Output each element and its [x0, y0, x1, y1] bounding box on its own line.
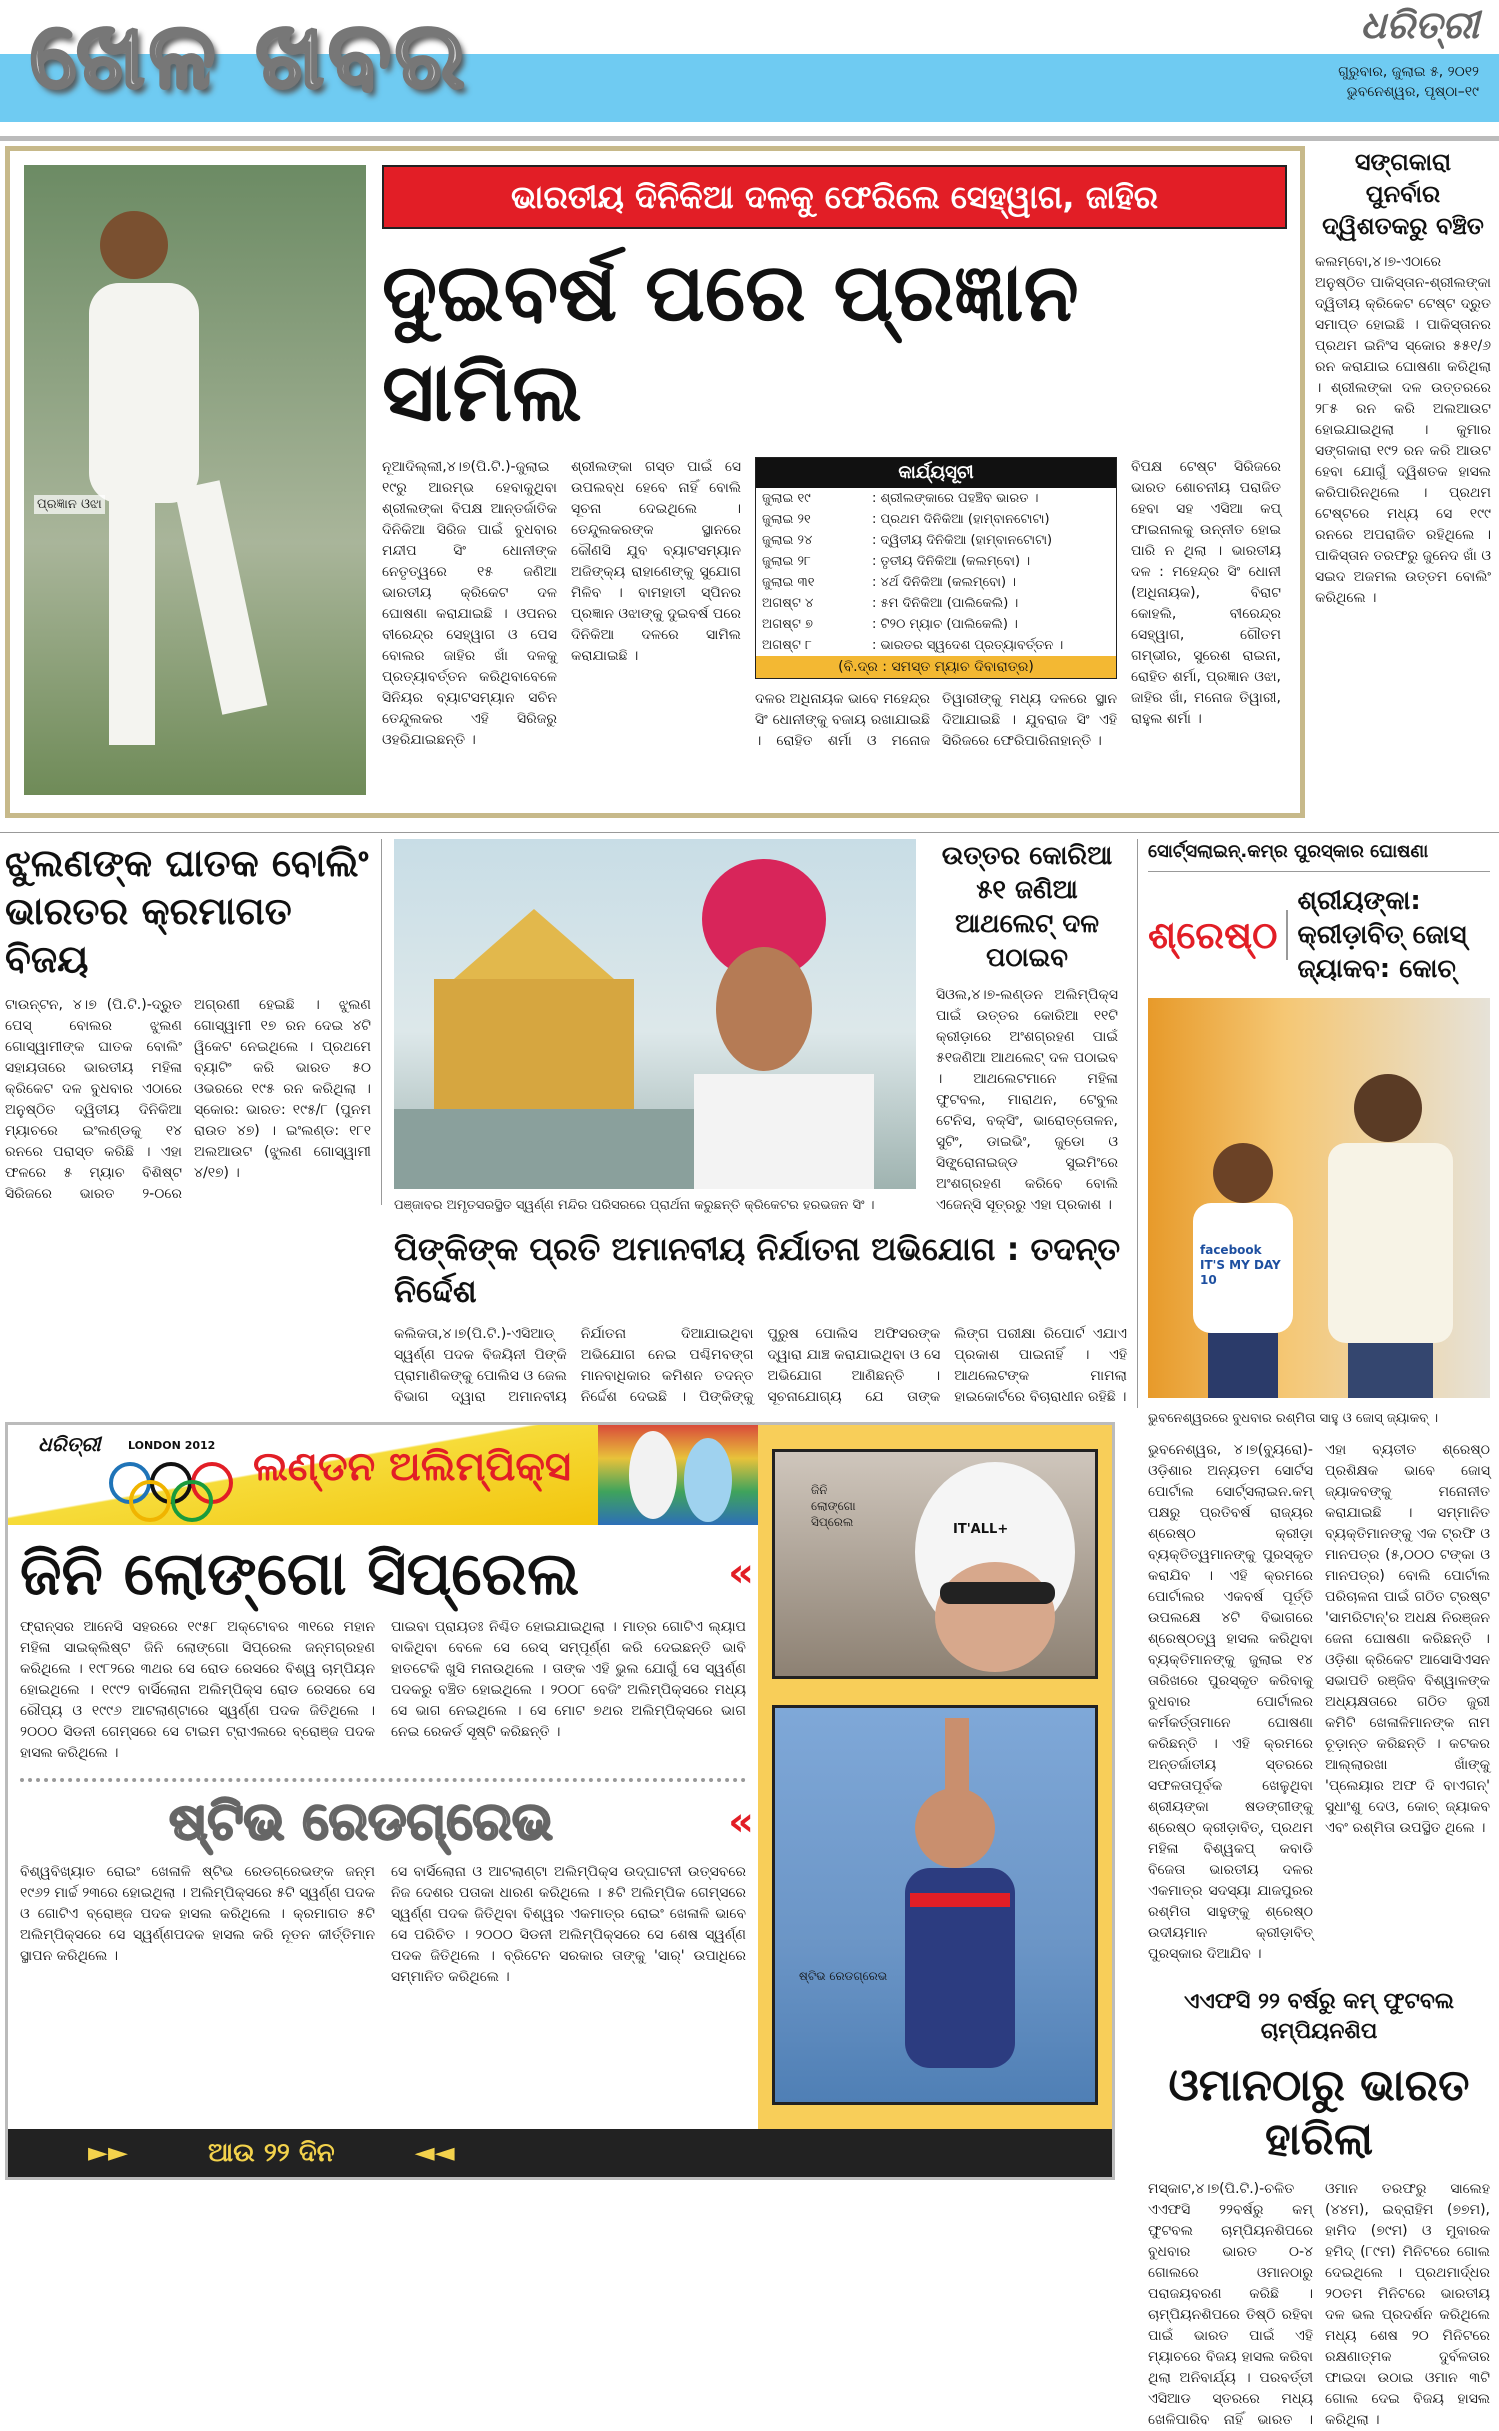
harbhajan-photo	[394, 839, 916, 1189]
redgrave-headline-row	[8, 1782, 758, 1862]
oman-body: ମସ୍କାଟ,୪।୭(ପି.ଟି.)-ଚଳିତ ଏଏଫସି ୨୨ବର୍ଷରୁ କମ୍ ଫୁଟବଲ ଚାମ୍ପିୟନଶିପରେ ବୁଧବାର ଭାରତ ୦-୪ ଗୋଲରେ ଓମାନଠାରୁ ପରାଜୟବରଣ କରିଛି । ଚାମ୍ପିୟନଶିପରେ ତିଷ୍ଠି ରହିବା ପାଇଁ ଭାରତ ପାଇଁ ଏହି ମ୍ୟାଚରେ ବିଜୟ ହାସଲ କରିବା ଥିଲା ଅନିବାର୍ଯ୍ୟ । ପରବର୍ତ୍ତୀ ଏସିଆଡ ସ୍ତରରେ ମଧ୍ୟ ଖେଳିପାରିବ ନାହିଁ ଭାରତ । ଓମାନ ତରଫରୁ ସାଲେହ (୪୪ମ), ଇବ୍ରାହିମ (୭୭ମ), ହାମିଦ (୭୯ମ) ଓ ମୁବାରକ ହମିଦ୍ (୮୯ମ) ମିନିଟରେ ଗୋଲ ଦେଇଥିଲେ । ପ୍ରଥମାର୍ଦ୍ଧର ୨୦ତମ ମିନିଟରେ ଭାରତୀୟ ଦଳ ଭଲ ପ୍ରଦର୍ଶନ କରିଥିଲେ ମଧ୍ୟ ଶେଷ ୨୦ ମିନିଟରେ ରକ୍ଷଣାତ୍ମକ ଦୁର୍ବଳତାର ଫାଇଦା ଉଠାଇ ଓମାନ ୩ଟି ଗୋଲ ଦେଇ ବିଜୟ ହାସଲ କରିଥିଲା ।	[1148, 2181, 1490, 2428]
place-page: ଭୁବନେଶ୍ୱର, ପୃଷ୍ଠା–୧୯	[1346, 84, 1479, 100]
schedule-title: କାର୍ଯ୍ୟସୂଚୀ	[756, 458, 1116, 488]
lead-body-col2: ଶ୍ରୀଲଙ୍କା ଗସ୍ତ ପାଇଁ ସେ ଉପଲବ୍ଧ ହେବେ ନାହିଁ ବୋଲି ସୂଚନା ଦେଇଥିଲେ । ତେନ୍ଦୁଲକରଙ୍କ ସ୍ଥାନରେ କୌଣସି ଯୁବ ବ୍ୟାଟସମ୍ୟାନ ଅଜିଙ୍କ୍ୟ ରାହାଣେଙ୍କୁ ସୁଯୋଗ ମିଳିବ । ବାମହାତୀ ସ୍ପିନର ପ୍ରଜ୍ଞାନ ଓଝାଙ୍କୁ ଦୁଇବର୍ଷ ପରେ ଦିନିକିଆ ଦଳରେ ସାମିଲ କରାଯାଇଛି ।	[571, 459, 741, 664]
award-kicker: ସୋର୍ଟ୍ସଲାଇନ୍.କମ୍‌ର ପୁରସ୍କାର ଘୋଷଣା	[1148, 839, 1490, 872]
schedule-event: : ଭାରତର ସ୍ୱଦେଶ ପ୍ରତ୍ୟାବର୍ତ୍ତନ ।	[872, 638, 1064, 653]
schedule-row	[756, 635, 1116, 656]
harbhajan-block	[394, 839, 916, 1215]
schedule-event: : ଟି୨୦ ମ୍ୟାଚ (ପାଲିକେଲି) ।	[872, 617, 1018, 632]
schedule-date: ଜୁଲାଇ ୧୯	[762, 491, 811, 506]
jhulan-body: ଟାଉନ୍ଟନ, ୪।୭ (ପି.ଟି.)-ଦ୍ରୁତ ପେସ୍ ବୋଲର ଝୁଲଣ ଗୋସ୍ୱାମୀଙ୍କ ଘାତକ ବୋଲିଂ ସହାୟତାରେ ଭାରତୀୟ ମହିଳା କ୍ରିକେଟ ଦଳ ବୁଧବାର ଏଠାରେ ଅନୁଷ୍ଠିତ ଦ୍ୱିତୀୟ ଦିନିକିଆ ମ୍ୟାଚରେ ଇଂଲଣ୍ଡକୁ ୧୪ ରନରେ ପରାସ୍ତ କରିଛି । ଏହା ଫଳରେ ୫ ମ୍ୟାଚ ବିଶିଷ୍ଟ ସିରିଜରେ ଭାରତ ୨-୦ରେ ଅଗ୍ରଣୀ ହେଇଛି । ଝୁଲଣ ଗୋସ୍ୱାମୀ ୧୭ ରନ ଦେଇ ୪ଟି ୱିକେଟ ନେଇଥିଲେ । ପ୍ରଥମେ ବ୍ୟାଟିଂ କରି ଭାରତ ୫୦ ଓଭରରେ ୧୯୫ ରନ କରିଥିଲା । ସ୍କୋର: ଭାରତ: ୧୯୫/୮ (ପୁନମ ରାଉତ ୪୭) । ଇଂଲଣ୍ଡ: ୧୮୧ ଅଲଆଉଟ (ଝୁଲଣ ଗୋସ୍ୱାମୀ ୪/୧୭) ।	[5, 997, 371, 1202]
redgrave-body-col2: ସେ ବାର୍ସିଲୋନା ଓ ଆଟଲାଣ୍ଟା ଅଲିମ୍ପିକ୍ସ ଉଦ୍‌ଘାଟନୀ ଉତ୍ସବରେ ନିଜ ଦେଶର ପତାକା ଧାରଣ କରିଥିଲେ । ୫ଟି ଅଲିମ୍ପିକ ଗେମ୍ସରେ ସ୍ୱର୍ଣ୍ଣ ପଦକ ଜିତିଥିବା ବିଶ୍ୱର ଏକମାତ୍ର ରୋଇଂ ଖେଳାଳି ଭାବେ ସେ ପରିଚିତ । ୨୦୦୦ ସିଡନୀ ଅଲିମ୍ପିକ୍ସରେ ସେ ଶେଷ ସ୍ୱର୍ଣ୍ଣ ପଦକ ଜିତିଥିଲେ । ବ୍ରିଟେନ ସରକାର ତାଙ୍କୁ 'ସାର୍' ଉପାଧିରେ ସମ୍ମାନିତ କରିଥିଲେ ।	[391, 1864, 746, 1985]
left-area	[0, 839, 1138, 2431]
olympics-box	[5, 1422, 1115, 2180]
longo-body	[8, 1617, 758, 1764]
schedule-footer: (ବି.ଦ୍ର : ସମସ୍ତ ମ୍ୟାଚ ଦିବାରାତ୍ର)	[756, 656, 1116, 678]
jhulan-headline: ଝୁଲଣଙ୍କ ଘାତକ ବୋଲିଂ ଭାରତର କ୍ରମାଗତ ବିଜୟ	[5, 841, 369, 981]
redgrave-photo	[772, 1705, 1098, 2105]
redgrave-body-col1: ବିଶ୍ୱବିଖ୍ୟାତ ରୋଇଂ ଖେଳାଳି ଷ୍ଟିଭ ରେଡଗ୍ରେଭଙ୍କ ଜନ୍ମ ୧୯୬୨ ମାର୍ଚ୍ଚ ୨୩ରେ ହୋଇଥିଲା । ଅଲିମ୍ପିକ୍ସରେ ୫ଟି ସ୍ୱର୍ଣ୍ଣ ପଦକ ଓ ଗୋଟିଏ ବ୍ରୋଞ୍ଜ ପଦକ ହାସଲ କରିଥିଲେ । କ୍ରମାଗତ ୫ଟି ଅଲିମ୍ପିକ୍ସରେ ସେ ସ୍ୱର୍ଣ୍ଣପଦକ ହାସଲ କରି ନୂତନ କୀର୍ତ୍ତିମାନ ସ୍ଥାପନ କରିଥିଲେ ।	[20, 1864, 375, 1964]
countdown-text: ଆଉ ୨୨ ଦିନ	[208, 2137, 335, 2168]
photo-caption: ପ୍ରଜ୍ଞାନ ଓଝା	[34, 495, 105, 514]
redgrave-headline: ଷ୍ଟିଭ ରେଡଗ୍ରେଭ	[169, 1792, 553, 1852]
longo-body-col2: ପାଇବା ପ୍ରାୟତଃ ନିଶ୍ଚିତ ହୋଇଯାଇଥିଲା । ମାତ୍ର ଗୋଟିଏ ଲ୍ୟାପ ବାକିଥିବା ବେଳେ ସେ ରେସ୍ ସମ୍ପୂର୍ଣ୍ଣ କରି ଦେଇଛନ୍ତି ଭାବି ହାତଟେକି ଖୁସି ମନାଉଥିଲେ । ତାଙ୍କ ଏହି ଭୁଲ ଯୋଗୁଁ ସେ ସ୍ୱର୍ଣ୍ଣ ପଦକରୁ ବଞ୍ଚିତ ହୋଇଥିଲେ । ୨୦୦୮ ବେଜିଂ ଅଲିମ୍ପିକ୍ସରେ ମଧ୍ୟ ସେ ଭାଗ ନେଇଥିଲେ । ସେ ମୋଟ ୭ଥର ଅଲିମ୍ପିକ୍ସରେ ଭାଗ ନେଇ ରେକର୍ଡ ସୃଷ୍ଟି କରିଛନ୍ତି ।	[391, 1619, 746, 1740]
middle-stories	[0, 839, 1138, 1408]
pointer-arrow-icon: «	[728, 1799, 754, 1845]
lead-body-col3: ଦଳର ଅଧିନାୟକ ଭାବେ ମହେନ୍ଦ୍ର ସିଂ ଧୋନୀଙ୍କୁ ବଜାୟ ରଖାଯାଇଛି । ରୋହିତ ଶର୍ମା ଓ ମନୋଜ ତିୱାରୀଙ୍କୁ ମଧ୍ୟ ଦଳରେ ସ୍ଥାନ ଦିଆଯାଇଛି । ଯୁବରାଜ ସିଂ ଏହି ସିରିଜରେ ଫେରିପାରିନାହାନ୍ତି ।	[755, 691, 1117, 749]
shirt-text: facebook IT'S MY DAY 10	[1200, 1243, 1281, 1287]
lower-section	[0, 832, 1499, 2431]
schedule-date: ଜୁଲାଇ ୩୧	[762, 575, 815, 590]
date: ଗୁରୁବାର, ଜୁଲାଇ ୫, ୨୦୧୨	[1338, 64, 1479, 80]
harbhajan-caption: ପଞ୍ଜାବର ଅମୃତସରସ୍ଥିତ ସ୍ୱର୍ଣ୍ଣ ମନ୍ଦିର ପରିସରରେ ପ୍ରାର୍ଥନା କରୁଛନ୍ତି କ୍ରିକେଟର ହରଭଜନ ସିଂ ।	[394, 1198, 875, 1213]
fast-forward-icon: ►►	[88, 2138, 128, 2168]
two-people	[1148, 998, 1490, 1398]
award-headline-row	[1148, 884, 1490, 986]
lead-body-col1: ନୂଆଦିଲ୍ଲୀ,୪।୭(ପି.ଟି.)-ଜୁଲାଇ ୧୯ରୁ ଆରମ୍ଭ ହେବାକୁଥିବା ଶ୍ରୀଲଙ୍କା ବିପକ୍ଷ ଆନ୍ତର୍ଜାତିକ ଦିନିକିଆ ସିରିଜ ପାଇଁ ବୁଧବାର ମନ୍ଦୀପ ସିଂ ଧୋନୀଙ୍କ ନେତୃତ୍ୱରେ ୧୫ ଜଣିଆ ଭାରତୀୟ କ୍ରିକେଟ ଦଳ ଘୋଷଣା କରାଯାଇଛି । ଓପନର ବୀରେନ୍ଦ୍ର ସେହ୍ୱାଗ ଓ ପେସ ବୋଲର ଜାହିର ଖାଁ ଦଳକୁ ପ୍ରତ୍ୟାବର୍ତ୍ତନ କରିଥିବାବେଳେ ସିନିୟର ବ୍ୟାଟସମ୍ୟାନ ସଚିନ ତେନ୍ଦୁଲକର ଏହି ସିରିଜରୁ ଓହରିଯାଇଛନ୍ତି ।	[382, 459, 557, 748]
nkorea-story	[936, 839, 1118, 1216]
award-photo-caption: ଭୁବନେଶ୍ୱରରେ ବୁଧବାର ରଶ୍ମିତା ସାହୁ ଓ ଜୋସ୍ ଜ୍ୟାକବ୍ ।	[1148, 1411, 1439, 1426]
schedule-event: : ଦ୍ୱିତୀୟ ଦିନିକିଆ (ହାମ୍ବାନଟୋଟା)	[872, 533, 1053, 548]
schedule-row	[756, 551, 1116, 572]
masthead-dateline	[1338, 62, 1479, 102]
countdown-bar	[8, 2129, 1112, 2177]
olympics-photo-panel	[758, 1425, 1112, 2129]
lead-banner: ଭାରତୀୟ ଦିନିକିଆ ଦଳକୁ ଫେରିଲେ ସେହ୍ୱାଗ, ଜାହିର	[382, 165, 1287, 229]
redgrave-body	[8, 1862, 758, 2002]
longo-body-col1: ଫ୍ରାନ୍ସର ଆନେସି ସହରରେ ୧୯୫୮ ଅକ୍ଟୋବର ୩୧ରେ ମହାନ ମହିଳା ସାଇକ୍ଲିଷ୍ଟ ଜିନି ଲୋଙ୍ଗୋ ସିପ୍ରେଲ ଜନ୍ମଗ୍ରହଣ କରିଥିଲେ । ୧୯୮୨ରେ ୩ଥର ସେ ରୋଡ ରେସରେ ବିଶ୍ୱ ଚାମ୍ପିୟନ ହୋଇଥିଲେ । ୧୯୯୨ ବାର୍ସିଲୋନା ଅଲିମ୍ପିକ୍ସ ରୋଡ ରେସରେ ସେ ରୌପ୍ୟ ଓ ୧୯୯୬ ଆଟଲାଣ୍ଟାରେ ସ୍ୱର୍ଣ୍ଣ ପଦକ ଜିତିଥିଲେ । ୨୦୦୦ ସିଡନୀ ଗେମ୍ସରେ ସେ ଟାଇମ ଟ୍ରାଏଲରେ ବ୍ରୋଞ୍ଜ ପଦକ ହାସଲ କରିଥିଲେ ।	[20, 1619, 375, 1761]
longo-photo	[772, 1449, 1098, 1679]
sangakkara-headline: ସଙ୍ଗକାରା ପୁନର୍ବାର ଦ୍ୱିଶତକରୁ ବଞ୍ଚିତ	[1322, 148, 1484, 240]
schedule-event: : ଶ୍ରୀଲଙ୍କାରେ ପହଞ୍ଚିବ ଭାରତ ।	[872, 491, 1039, 506]
award-photo	[1148, 998, 1490, 1398]
schedule-date: ଅଗଷ୍ଟ ୭	[762, 617, 813, 632]
center-stories	[382, 839, 1138, 1408]
award-body-col1: ଭୁବନେଶ୍ୱର, ୪।୭(ବ୍ୟୁରୋ)-ଓଡ଼ିଶାର ଅନ୍ୟତମ ସୋର୍ଟସ ପୋର୍ଟାଲ ସୋର୍ଟ୍ସଲାଇନ.କମ୍ ପକ୍ଷରୁ ପ୍ରତିବର୍ଷ ରାଜ୍ୟର ଶ୍ରେଷ୍ଠ କ୍ରୀଡ଼ା ବ୍ୟକ୍ତିତ୍ୱମାନଙ୍କୁ ପୁରସ୍କୃତ କରାଯିବ । ଏହି କ୍ରମରେ ପୋର୍ଟାଲର ଏକବର୍ଷ ପୂର୍ତ୍ତି ଉପଲକ୍ଷେ ୪ଟି ବିଭାଗରେ ଶ୍ରେଷ୍ଠତ୍ୱ ହାସଲ କରିଥିବା ବ୍ୟକ୍ତିମାନଙ୍କୁ ଜୁଲାଇ ୧୪ ତାରିଖରେ ପୁରସ୍କୃତ କରିବାକୁ ବୁଧବାର ପୋର୍ଟାଲର କର୍ମକର୍ତ୍ତାମାନେ ଘୋଷଣା କରିଛନ୍ତି । ଏହି କ୍ରମରେ ଅନ୍ତର୍ଜାତୀୟ ସ୍ତରରେ ସଫଳତାପୂର୍ବକ ଖେଳୁଥିବା ଶ୍ରୀୟଙ୍କା ଷଡଙ୍ଗୀଙ୍କୁ ଶ୍ରେଷ୍ଠ କ୍ରୀଡ଼ାବିତ୍, ପ୍ରଥମ ମହିଳା ବିଶ୍ୱକପ୍ କବାଡି ବିଜେତା ଭାରତୀୟ ଦଳର ଏକମାତ୍ର ସଦସ୍ୟା ଯାଜପୁରର ରଶ୍ମିତା ସାହୁଙ୍କୁ ଶ୍ରେଷ୍ଠ ଉଦୀୟମାନ କ୍ରୀଡ଼ାବିତ୍ ପୁରସ୍କାର ଦିଆଯିବ ।	[1148, 1442, 1313, 1962]
mascots	[598, 1425, 758, 1525]
schedule-row	[756, 488, 1116, 509]
lead-body-col4: ବିପକ୍ଷ ଟେଷ୍ଟ ସିରିଜରେ ଭାରତ ଶୋଚନୀୟ ପରାଜିତ ହେବା ସହ ଏସିଆ କପ୍ ଫାଇନାଲକୁ ଉନ୍ନୀତ ହୋଇ ପାରି ନ ଥିଲା । ଭାରତୀୟ ଦଳ : ମହେନ୍ଦ୍ର ସିଂ ଧୋନୀ (ଅଧିନାୟକ), ବିରାଟ କୋହଲି, ବୀରେନ୍ଦ୍ର ସେହ୍ୱାଗ, ଗୌତମ ଗମ୍ଭୀର, ସୁରେଶ ରାଇନା, ରୋହିତ ଶର୍ମା, ପ୍ରଜ୍ଞାନ ଓଝା, ଜାହିର ଖାଁ, ମନୋଜ ତିୱାରୀ, ରାହୁଲ ଶର୍ମା ।	[1131, 459, 1281, 727]
longo-photo-caption: ଜିନି ଲୋଙ୍ଗୋ ସିପ୍ରେଲ	[811, 1483, 856, 1529]
schedule-row	[756, 530, 1116, 551]
schedule-event: : ୫ମ ଦିନିକିଆ (ପାଲିକେଲି) ।	[872, 596, 1019, 611]
schedule-row	[756, 614, 1116, 635]
photo-and-nkorea	[394, 839, 1127, 1216]
london-2012-label: LONDON 2012	[128, 1439, 216, 1452]
longo-headline-row	[8, 1525, 758, 1617]
masthead	[0, 0, 1499, 142]
newspaper-logo: ଧରିତ୍ରୀ	[1360, 3, 1479, 47]
schedule-date: ଜୁଲାଇ ୨୮	[762, 554, 811, 569]
schedule-date: ଅଗଷ୍ଟ ୮	[762, 638, 812, 653]
schedule-row	[756, 509, 1116, 530]
golden-temple-and-player	[394, 839, 916, 1189]
lead-story-box	[5, 146, 1305, 818]
lead-columns	[382, 457, 1287, 752]
oman-kicker: ଏଏଫସି ୨୨ ବର୍ଷରୁ କମ୍ ଫୁଟବଲ ଚାମ୍ପିୟନଶିପ	[1183, 1989, 1455, 2044]
schedule-event: : ତୃତୀୟ ଦିନିକିଆ (କଲମ୍ବୋ) ।	[872, 554, 1031, 569]
olympic-rings-icon	[108, 1459, 238, 1523]
sangakkara-story	[1315, 146, 1491, 818]
schedule-event: : ୪ର୍ଥ ଦିନିକିଆ (କଲମ୍ବୋ) ।	[872, 575, 1017, 590]
olympics-header	[8, 1425, 758, 1525]
schedule-row	[756, 593, 1116, 614]
olympics-banner	[8, 1425, 598, 1525]
olympics-stories	[8, 1425, 758, 2002]
redgrave-photo-caption: ଷ୍ଟିଭ ରେଡଗ୍ରେଭ	[799, 1969, 888, 1983]
cricketer-figure	[24, 165, 366, 795]
masthead-title: ଖେଳ ଖବର	[30, 2, 469, 109]
award-body	[1148, 1440, 1490, 1965]
olympics-content	[8, 1425, 1112, 2129]
oman-headline: ଓମାନଠାରୁ ଭାରତ ହାରିଲା	[1168, 2060, 1470, 2165]
nkorea-body: ସିଓଲ,୪।୭-ଲଣ୍ଡନ ଅଲିମ୍ପିକ୍ସ ପାଇଁ ଉତ୍ତର କୋରିଆ ୧୧ଟି କ୍ରୀଡ଼ାରେ ଅଂଶଗ୍ରହଣ ପାଇଁ ୫୧ଜଣିଆ ଆଥଲେଟ୍ ଦଳ ପଠାଇବ । ଆଥଲେଟମାନେ ମହିଳା ଫୁଟବଲ, ମାରାଥନ, ଟେବୁଲ ଟେନିସ, ବକ୍ସିଂ, ଭାରୋତ୍ତୋଳନ, ସୁଟିଂ, ଡାଇଭିଂ, ଜୁଡୋ ଓ ସିଙ୍କ୍ରୋନାଇଜ୍ଡ ସୁଇମିଂରେ ଅଂଶଗ୍ରହଣ କରିବେ ବୋଲି ଏଜେନ୍ସି ସୂତ୍ରରୁ ଏହା ପ୍ରକାଶ ।	[936, 987, 1118, 1213]
schedule-date: ଜୁଲାଇ ୨୪	[762, 533, 813, 548]
top-section	[0, 142, 1499, 818]
pinki-headline: ପିଙ୍କିଙ୍କ ପ୍ରତି ଅମାନବୀୟ ନିର୍ଯାତନା ଅଭିଯୋଗ : ତଦନ୍ତ ନିର୍ଦ୍ଦେଶ	[394, 1230, 1121, 1310]
masthead-rule	[0, 136, 1499, 141]
lead-headline: ଦୁଇବର୍ଷ ପରେ ପ୍ରଜ୍ଞାନ ସାମିଲ	[382, 246, 1079, 439]
award-headline: ଶ୍ରୀୟଙ୍କା: କ୍ରୀଡ଼ାବିତ୍ ଜୋସ୍ ଜ୍ୟାକବ: କୋଚ୍	[1297, 886, 1467, 984]
rower-figure	[775, 1708, 1095, 2102]
schedule-table	[755, 457, 1117, 679]
schedule-event: : ପ୍ରଥମ ଦିନିକିଆ (ହାମ୍ବାନଟୋଟା)	[872, 512, 1050, 527]
pinki-body: କଲିକତା,୪।୭(ପି.ଟି.)-ଏସିଆଡ୍ ସ୍ୱର୍ଣ୍ଣ ପଦକ ବିଜୟିନୀ ପିଙ୍କି ପ୍ରାମାଣିକଙ୍କୁ ପୋଲିସ ଓ ଜେଲ ବିଭାଗ ଦ୍ୱାରା ଅମାନବୀୟ ନିର୍ଯାତନା ଦିଆଯାଇଥିବା ଅଭିଯୋଗ ନେଇ ପଶ୍ଚିମବଙ୍ଗ ମାନବାଧିକାର କମିଶନ ତଦନ୍ତ ନିର୍ଦ୍ଦେଶ ଦେଇଛି । ପିଙ୍କିଙ୍କୁ ପୁରୁଷ ପୋଲିସ ଅଫିସରଙ୍କ ଦ୍ୱାରା ଯାଞ୍ଚ କରାଯାଇଥିବା ଓ ସେ ଅଭିଯୋଗ ଆଣିଛନ୍ତି । ସୂଚନାଯୋଗ୍ୟ ଯେ ତାଙ୍କ ଲିଙ୍ଗ ପରୀକ୍ଷା ରିପୋର୍ଟ ଏଯାଏ ପ୍ରକାଶ ପାଇନାହିଁ । ଏହି ଆଥଲେଟଙ୍କ ମାମଲା ହାଇକୋର୍ଟରେ ବିଚାରାଧୀନ ରହିଛି ।	[394, 1326, 1127, 1405]
right-column	[1138, 839, 1494, 2431]
mascots-photo	[598, 1425, 758, 1525]
lead-content	[382, 165, 1287, 801]
jhulan-story	[0, 839, 382, 1205]
sangakkara-body: କଲମ୍ବୋ,୪।୭-ଏଠାରେ ଅନୁଷ୍ଠିତ ପାକିସ୍ତାନ-ଶ୍ରୀଲଙ୍କା ଦ୍ୱିତୀୟ କ୍ରିକେଟ ଟେଷ୍ଟ ଦ୍ରୁତ ସମାପ୍ତ ହୋଇଛି । ପାକିସ୍ତାନର ପ୍ରଥମ ଇନିଂସ ସ୍କୋର ୫୫୧/୬ ରନ କରାଯାଇ ଘୋଷଣା କରିଥିଲା । ଶ୍ରୀଲଙ୍କା ଦଳ ଉତ୍ତରରେ ୨୮୫ ରନ କରି ଅଲଆଉଟ ହୋଇଯାଇଥିଲା । କୁମାର ସଙ୍ଗକାରା ୧୯୨ ରନ କରି ଆଉଟ ହେବା ଯୋଗୁଁ ଦ୍ୱିଶତକ ହାସଲ କରିପାରିନଥିଲେ । ପ୍ରଥମ ଟେଷ୍ଟରେ ମଧ୍ୟ ସେ ୧୯୯ ରନରେ ଅପରାଜିତ ରହିଥିଲେ । ପାକିସ୍ତାନ ତରଫରୁ ଜୁନେଦ ଖାଁ ଓ ସଇଦ ଅଜମଲ ଉତ୍ତମ ବୋଲିଂ କରିଥିଲେ ।	[1315, 254, 1491, 606]
olympics-title: ଲଣ୍ଡନ ଅଲିମ୍ପିକ୍ସ	[253, 1444, 572, 1490]
schedule-date: ଜୁଲାଇ ୨୧	[762, 512, 811, 527]
pointer-arrow-icon: «	[728, 1550, 754, 1596]
nkorea-headline: ଉତ୍ତର କୋରିଆ ୫୧ ଜଣିଆ ଆଥଲେଟ୍ ଦଳ ପଠାଇବ	[941, 841, 1113, 973]
olympics-logo: ଧରିତ୍ରୀ	[38, 1432, 101, 1456]
schedule-row	[756, 572, 1116, 593]
rewind-icon: ◄◄	[414, 2138, 455, 2168]
longo-headline: ଜିନି ଲୋଙ୍ଗୋ ସିପ୍ରେଲ	[20, 1539, 580, 1609]
award-body-col2: ଏହା ବ୍ୟତୀତ ଶ୍ରେଷ୍ଠ ପ୍ରଶିକ୍ଷକ ଭାବେ ଜୋସ୍ ଜ୍ୟାକବଙ୍କୁ ମନୋନୀତ କରାଯାଇଛି । ସମ୍ମାନିତ ବ୍ୟକ୍ତିମାନଙ୍କୁ ଏକ ଟ୍ରଫି ଓ ମାନପତ୍ର (୫,୦୦୦ ଟଙ୍କା ଓ ମାନପତ୍ର) ବୋଲି ପୋର୍ଟାଲ ପରିଚାଳନା ପାଇଁ ଗଠିତ ଟ୍ରଷ୍ଟ 'ସାମରିଟାନ୍'ର ଅଧକ୍ଷ ନିରଞ୍ଜନ ଜେନା ଘୋଷଣା କରିଛନ୍ତି । ଓଡ଼ିଶା କ୍ରିକେଟ ଆସୋସିଏସନ ସଭାପତି ରଞ୍ଜିବ ବିଶ୍ୱାଳଙ୍କ ଅଧ୍ୟକ୍ଷତାରେ ଗଠିତ ଜୁରୀ କମିଟି ଖେଳାଳିମାନଙ୍କ ନାମ ଚୂଡ଼ାନ୍ତ କରିଛନ୍ତି । କଟକର ଆଲ୍ଲାରଖା ଖାଁଙ୍କୁ 'ପ୍ଲେୟାର ଅଫ ଦି ବାଏଗନ୍' ସୁଧାଂଶୁ ଦେଓ, କୋଚ୍ ଜ୍ୟାକବ ଏବଂ ରଶ୍ମିତା ଉପସ୍ଥିତ ଥିଲେ ।	[1325, 1442, 1490, 1836]
lead-schedule-column	[755, 457, 1117, 752]
schedule-date: ଅଗଷ୍ଟ ୪	[762, 596, 814, 611]
helmet-text: IT'ALL+	[953, 1522, 1009, 1537]
award-tag: ଶ୍ରେଷ୍ଠ	[1148, 910, 1288, 960]
ojha-photo	[24, 165, 366, 795]
